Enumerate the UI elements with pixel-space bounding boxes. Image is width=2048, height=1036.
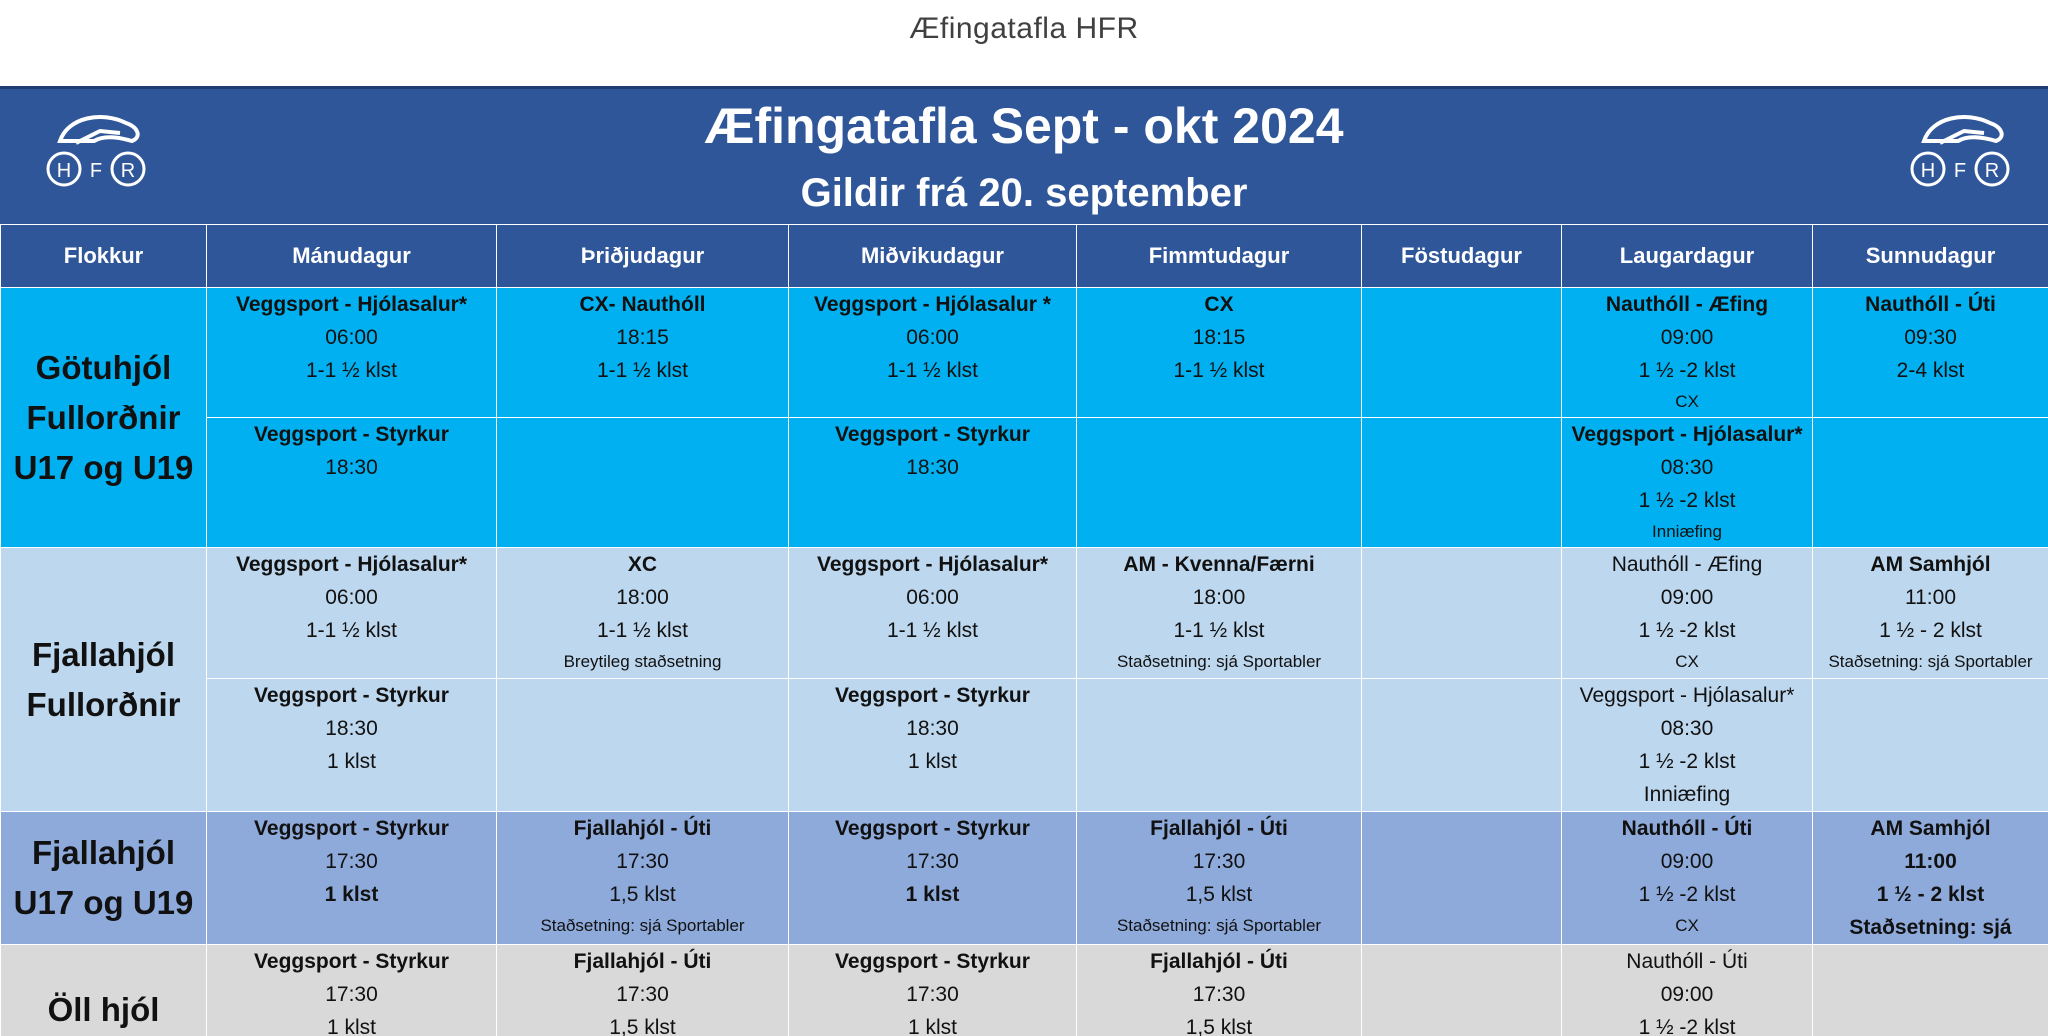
session-title: Veggsport - Styrkur (207, 812, 496, 845)
session-note: Inniæfing (1562, 778, 1812, 811)
session-time: 18:30 (789, 451, 1076, 484)
session-cell (1813, 679, 2048, 812)
session-cell (1362, 288, 1562, 418)
session-cell (1813, 288, 2048, 418)
session-cell (1562, 418, 1813, 548)
session-duration: 1-1 ½ klst (789, 614, 1076, 647)
session-duration: 1-1 ½ klst (207, 614, 496, 647)
session-time: 17:30 (1077, 845, 1361, 878)
session-duration: 1 ½ -2 klst (1562, 878, 1812, 911)
schedule-row (1, 288, 2048, 418)
svg-text:F: F (90, 160, 102, 182)
session-title: Veggsport - Hjólasalur* (1562, 418, 1812, 451)
session-time: 18:30 (207, 712, 496, 745)
schedule-sheet (0, 86, 2048, 1036)
session-title: CX (1077, 288, 1361, 321)
session-time: 06:00 (789, 581, 1076, 614)
banner-title: Æfingatafla Sept - okt 2024 (0, 97, 2048, 155)
session-time: 09:30 (1813, 321, 2048, 354)
schedule-row (1, 812, 2048, 945)
session-duration: 1-1 ½ klst (207, 354, 496, 387)
session-cell (497, 548, 789, 679)
page-title: Æfingatafla HFR (0, 0, 2048, 58)
column-header: Föstudagur (1362, 225, 1562, 288)
column-header-row (1, 225, 2048, 288)
session-note: Staðsetning: sjá Sportabler (1077, 647, 1361, 677)
session-title: Veggsport - Styrkur (789, 679, 1076, 712)
session-duration: 1 klst (789, 745, 1076, 778)
session-cell (789, 812, 1077, 945)
session-cell (207, 418, 497, 548)
session-title: Veggsport - Hjólasalur* (1562, 679, 1812, 712)
session-time: 17:30 (789, 978, 1076, 1011)
column-header: Sunnudagur (1813, 225, 2048, 288)
session-cell (789, 288, 1077, 418)
session-cell (207, 945, 497, 1036)
session-duration: 1 ½ -2 klst (1562, 614, 1812, 647)
session-cell (1562, 945, 1813, 1036)
category-label: Öll hjól (1, 985, 206, 1035)
session-duration: 1 klst (207, 878, 496, 911)
session-cell (1562, 812, 1813, 945)
session-title: Fjallahjól - Úti (497, 945, 788, 978)
session-time: 18:15 (497, 321, 788, 354)
session-cell (497, 288, 789, 418)
session-cell (207, 288, 497, 418)
svg-text:F: F (1954, 160, 1966, 182)
session-cell (789, 548, 1077, 679)
session-cell (1077, 548, 1362, 679)
session-title: Veggsport - Styrkur (789, 945, 1076, 978)
session-title: AM Samhjól (1813, 548, 2048, 581)
column-header: Mánudagur (207, 225, 497, 288)
category-cell (1, 548, 207, 812)
column-header: Miðvikudagur (789, 225, 1077, 288)
hfr-logo (1904, 103, 2014, 193)
session-cell (207, 548, 497, 679)
session-title: Veggsport - Hjólasalur* (207, 548, 496, 581)
session-time: 17:30 (497, 845, 788, 878)
session-title: CX- Nauthóll (497, 288, 788, 321)
session-time: 18:30 (207, 451, 496, 484)
session-title: Nauthóll - Úti (1562, 945, 1812, 978)
hfr-logo-text: H (57, 160, 71, 182)
session-duration: 1,5 klst (1077, 1011, 1361, 1036)
session-cell (497, 945, 789, 1036)
session-title: Nauthóll - Æfing (1562, 288, 1812, 321)
session-cell (1077, 288, 1362, 418)
session-cell (497, 418, 789, 548)
category-label: Götuhjól (1, 343, 206, 393)
session-time: 11:00 (1813, 581, 2048, 614)
svg-text:R: R (1985, 160, 1999, 182)
category-label: Fjallahjól (1, 630, 206, 680)
session-time: 17:30 (497, 978, 788, 1011)
session-duration: 1,5 klst (1077, 878, 1361, 911)
session-time: 09:00 (1562, 978, 1812, 1011)
schedule-row (1, 548, 2048, 679)
session-time: 17:30 (789, 845, 1076, 878)
session-duration: 2-4 klst (1813, 354, 2048, 387)
session-duration: 1 ½ -2 klst (1562, 354, 1812, 387)
session-title: Nauthóll - Úti (1562, 812, 1812, 845)
schedule-row (1, 418, 2048, 548)
schedule-row (1, 945, 2048, 1036)
session-cell (497, 812, 789, 945)
session-cell (1813, 945, 2048, 1036)
session-cell (207, 812, 497, 945)
session-cell (1362, 548, 1562, 679)
session-title: Veggsport - Styrkur (789, 812, 1076, 845)
session-duration: 1 ½ - 2 klst (1813, 878, 2048, 911)
session-title: Fjallahjól - Úti (1077, 812, 1361, 845)
session-title: Veggsport - Hjólasalur* (207, 288, 496, 321)
column-header: Fimmtudagur (1077, 225, 1362, 288)
session-duration: 1 ½ -2 klst (1562, 484, 1812, 517)
session-cell (1813, 418, 2048, 548)
session-title: Nauthóll - Æfing (1562, 548, 1812, 581)
session-duration: 1-1 ½ klst (1077, 354, 1361, 387)
session-time: 18:00 (497, 581, 788, 614)
session-title: Veggsport - Styrkur (207, 679, 496, 712)
session-time: 18:30 (789, 712, 1076, 745)
session-duration: 1 ½ - 2 klst (1813, 614, 2048, 647)
session-cell (1813, 548, 2048, 679)
session-note: CX (1562, 911, 1812, 941)
session-title: XC (497, 548, 788, 581)
session-time: 06:00 (789, 321, 1076, 354)
session-cell (789, 945, 1077, 1036)
category-label: U17 og U19 (1, 443, 206, 493)
session-duration: 1-1 ½ klst (1077, 614, 1361, 647)
session-cell (1077, 418, 1362, 548)
session-duration: 1 ½ -2 klst (1562, 1011, 1812, 1036)
session-duration: 1 klst (207, 1011, 496, 1036)
schedule-banner (0, 89, 2048, 224)
session-title: Veggsport - Styrkur (207, 418, 496, 451)
session-cell (789, 679, 1077, 812)
session-cell (1562, 548, 1813, 679)
session-time: 09:00 (1562, 581, 1812, 614)
category-cell (1, 288, 207, 548)
session-note: Staðsetning: sjá Sportabler (497, 911, 788, 941)
category-cell (1, 945, 207, 1036)
session-cell (1362, 945, 1562, 1036)
session-note: Staðsetning: sjá Sportabler (1077, 911, 1361, 941)
session-duration: 1,5 klst (497, 1011, 788, 1036)
session-time: 08:30 (1562, 712, 1812, 745)
column-header: Þriðjudagur (497, 225, 789, 288)
session-title: AM Samhjól (1813, 812, 2048, 845)
schedule-table (0, 224, 2048, 1036)
session-cell (497, 679, 789, 812)
session-cell (1362, 418, 1562, 548)
session-title: AM - Kvenna/Færni (1077, 548, 1361, 581)
session-time: 17:30 (207, 978, 496, 1011)
session-time: 17:30 (1077, 978, 1361, 1011)
session-time: 17:30 (207, 845, 496, 878)
session-cell (1077, 679, 1362, 812)
svg-text:H: H (1921, 160, 1935, 182)
session-duration: 1 klst (789, 1011, 1076, 1036)
session-title: Nauthóll - Úti (1813, 288, 2048, 321)
session-duration: 1 klst (789, 878, 1076, 911)
session-note: CX (1562, 387, 1812, 417)
session-title: Fjallahjól - Úti (1077, 945, 1361, 978)
session-time: 09:00 (1562, 845, 1812, 878)
session-time: 11:00 (1813, 845, 2048, 878)
session-cell (789, 418, 1077, 548)
svg-text:R: R (121, 160, 135, 182)
session-duration: 1 ½ -2 klst (1562, 745, 1812, 778)
session-cell (1562, 288, 1813, 418)
session-time: 18:15 (1077, 321, 1361, 354)
session-title: Fjallahjól - Úti (497, 812, 788, 845)
session-cell (1362, 679, 1562, 812)
session-duration: 1-1 ½ klst (497, 614, 788, 647)
column-header: Laugardagur (1562, 225, 1813, 288)
session-note: CX (1562, 647, 1812, 677)
session-time: 18:00 (1077, 581, 1361, 614)
session-duration: 1-1 ½ klst (497, 354, 788, 387)
session-duration: 1 klst (207, 745, 496, 778)
session-duration: 1-1 ½ klst (789, 354, 1076, 387)
column-header: Flokkur (1, 225, 207, 288)
session-cell (1077, 812, 1362, 945)
session-title: Veggsport - Hjólasalur* (789, 548, 1076, 581)
session-duration: 1,5 klst (497, 878, 788, 911)
session-time: 06:00 (207, 321, 496, 354)
session-time: 08:30 (1562, 451, 1812, 484)
session-title: Veggsport - Hjólasalur * (789, 288, 1076, 321)
session-note: Staðsetning: sjá (1813, 911, 2048, 944)
session-cell (1077, 945, 1362, 1036)
session-cell (1813, 812, 2048, 945)
session-title: Veggsport - Styrkur (207, 945, 496, 978)
session-cell (1362, 812, 1562, 945)
category-label: Fjallahjól (1, 828, 206, 878)
session-cell (207, 679, 497, 812)
category-label: U17 og U19 (1, 878, 206, 928)
session-note: Staðsetning: sjá Sportabler (1813, 647, 2048, 677)
schedule-row (1, 679, 2048, 812)
session-note: Breytileg staðsetning (497, 647, 788, 677)
category-cell (1, 812, 207, 945)
banner-subtitle: Gildir frá 20. september (0, 171, 2048, 216)
session-note: Inniæfing (1562, 517, 1812, 547)
session-time: 09:00 (1562, 321, 1812, 354)
session-cell (1562, 679, 1813, 812)
category-label: Fullorðnir (1, 680, 206, 730)
category-label: Fullorðnir (1, 393, 206, 443)
session-title: Veggsport - Styrkur (789, 418, 1076, 451)
session-time: 06:00 (207, 581, 496, 614)
